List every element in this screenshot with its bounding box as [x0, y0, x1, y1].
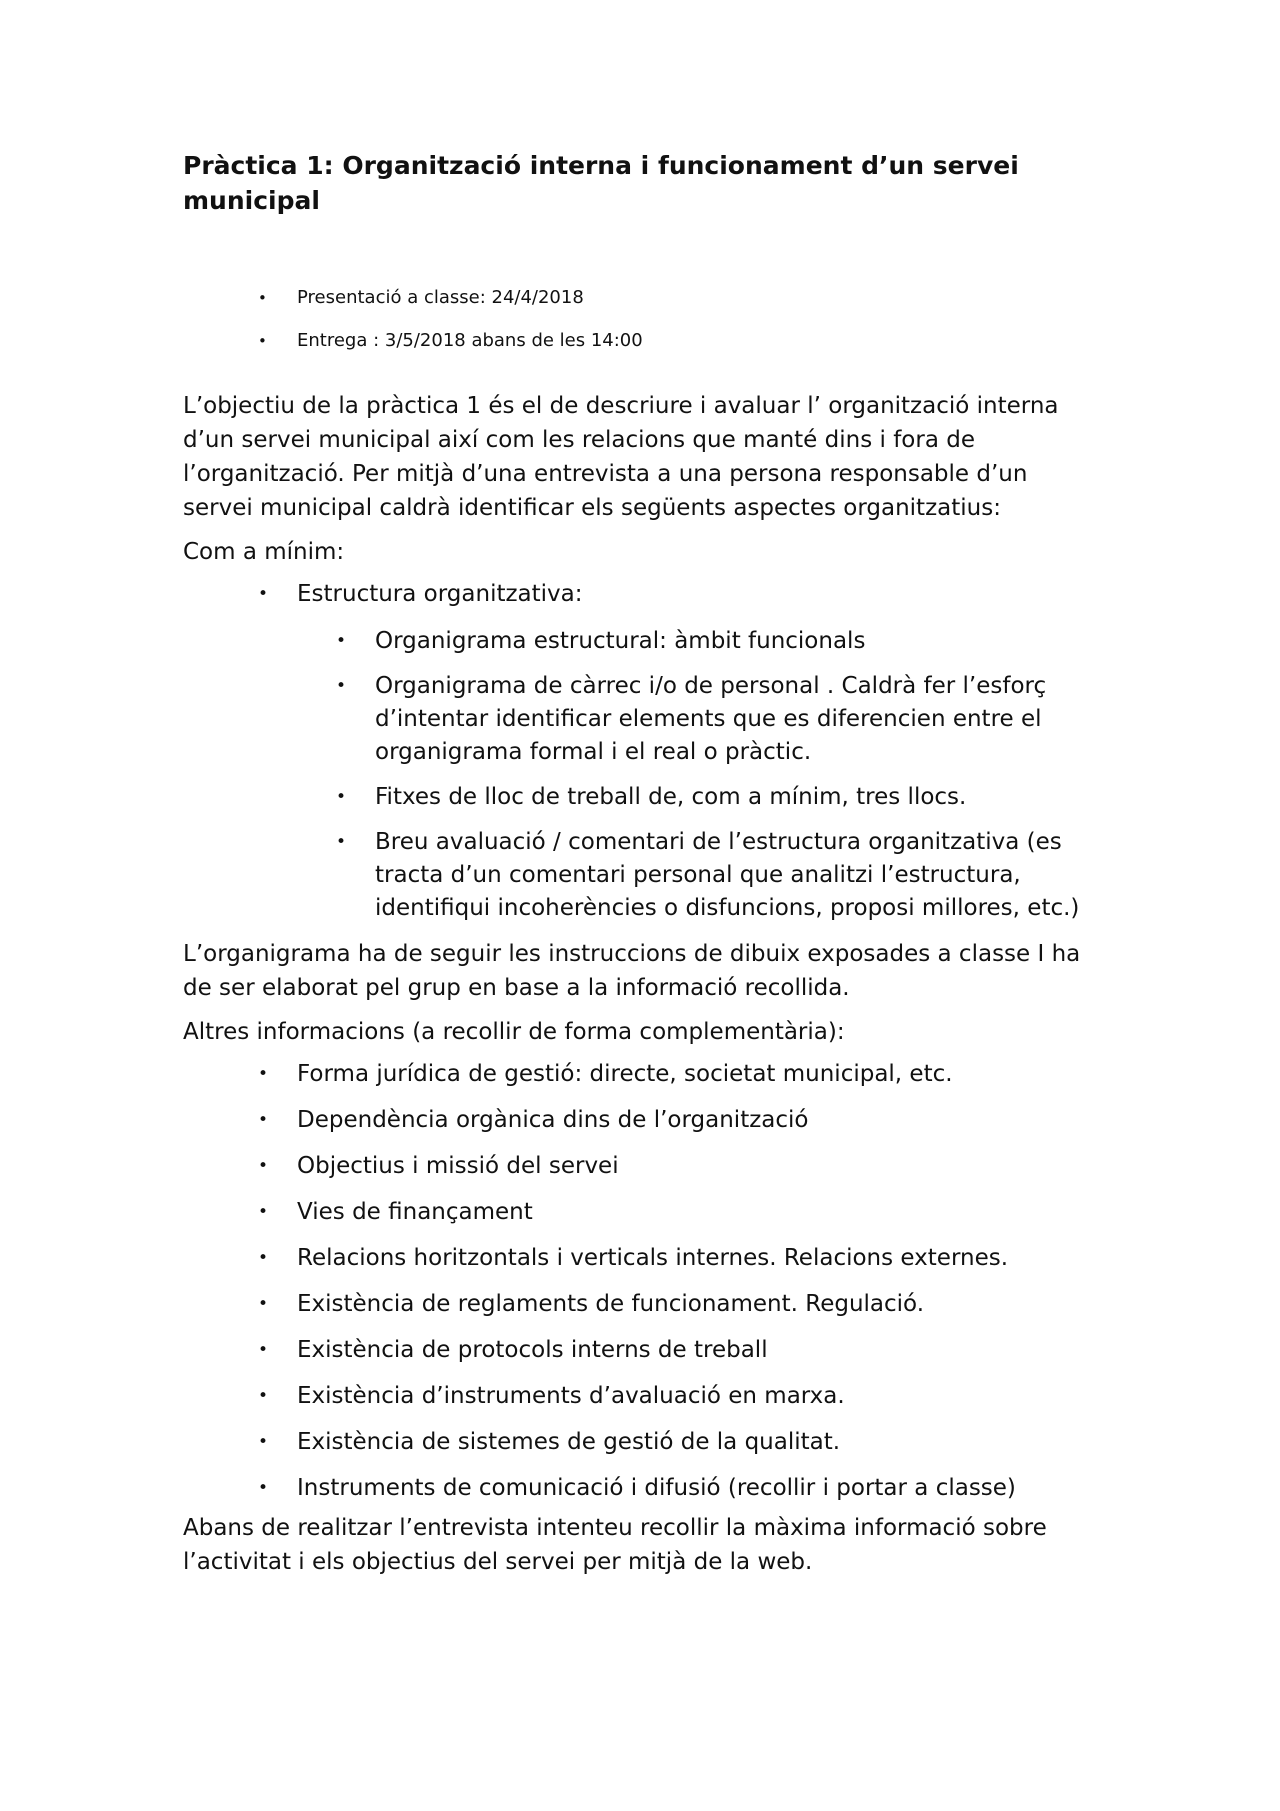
- document-title: Pràctica 1: Organització interna i funcionament d’un servei municipal: [183, 151, 1019, 215]
- organigram-note: L’organigrama ha de seguir les instruccions de dibuix exposades a classe I ha de ser elaborat pel grup en base a la informació recollida.: [183, 941, 1081, 1001]
- other-info-list: [183, 1057, 1103, 1505]
- other-info-item: • Objectius i missió del servei: [183, 1149, 1103, 1183]
- delivery-date: • Entrega : 3/5/2018 abans de les 14:00: [183, 329, 1103, 353]
- structure-subitem: • Fitxes de lloc de treball de, com a mínim, tres llocs.: [297, 781, 1103, 814]
- structure-sublist: [183, 625, 1103, 925]
- presentation-date: • Presentació a classe: 24/4/2018: [183, 286, 1103, 310]
- minimum-label: Com a mínim:: [183, 539, 345, 565]
- structure-subitem: • Organigrama estructural: àmbit funcionals: [297, 625, 1103, 658]
- structure-subitem: • Organigrama de càrrec i/o de personal . Caldrà fer l’esforç d’intentar identificar elements que es diferencien entre el organigrama formal i el real o pràctic.: [297, 670, 1103, 769]
- minimum-list: [183, 577, 1103, 925]
- closing-paragraph: Abans de realitzar l’entrevista intenteu recollir la màxima informació sobre l’activitat i els objectius del servei per mitjà de la web.: [183, 1515, 1047, 1575]
- other-info-item: • Existència de protocols interns de treball: [183, 1333, 1103, 1367]
- structure-subitem: • Breu avaluació / comentari de l’estructura organitzativa (es tracta d’un comentari personal que analitzi l’estructura, identifiqui incoherències o disfuncions, proposi millores, etc.): [297, 826, 1103, 925]
- other-info-item: • Existència de reglaments de funcionament. Regulació.: [183, 1287, 1103, 1321]
- structure-label: Estructura organitzativa:: [297, 581, 583, 607]
- other-info-item: • Vies de finançament: [183, 1195, 1103, 1229]
- other-info-label: Altres informacions (a recollir de forma complementària):: [183, 1019, 845, 1045]
- dates-list: [183, 286, 1103, 353]
- intro-paragraph: L’objectiu de la pràctica 1 és el de descriure i avaluar l’ organització interna d’un servei municipal així com les relacions que manté dins i fora de l’organització. Per mitjà d’una entrevista a una persona responsable d’un servei municipal caldrà identificar els següents aspectes organitzatius:: [183, 393, 1059, 521]
- other-info-item: • Instruments de comunicació i difusió (recollir i portar a classe): [183, 1471, 1103, 1505]
- other-info-item: • Dependència orgànica dins de l’organització: [183, 1103, 1103, 1137]
- other-info-item: • Existència d’instruments d’avaluació en marxa.: [183, 1379, 1103, 1413]
- other-info-item: • Forma jurídica de gestió: directe, societat municipal, etc.: [183, 1057, 1103, 1091]
- other-info-item: • Relacions horitzontals i verticals internes. Relacions externes.: [183, 1241, 1103, 1275]
- document-page: [183, 148, 1103, 1589]
- structure-item: [183, 577, 1103, 925]
- other-info-item: • Existència de sistemes de gestió de la qualitat.: [183, 1425, 1103, 1459]
